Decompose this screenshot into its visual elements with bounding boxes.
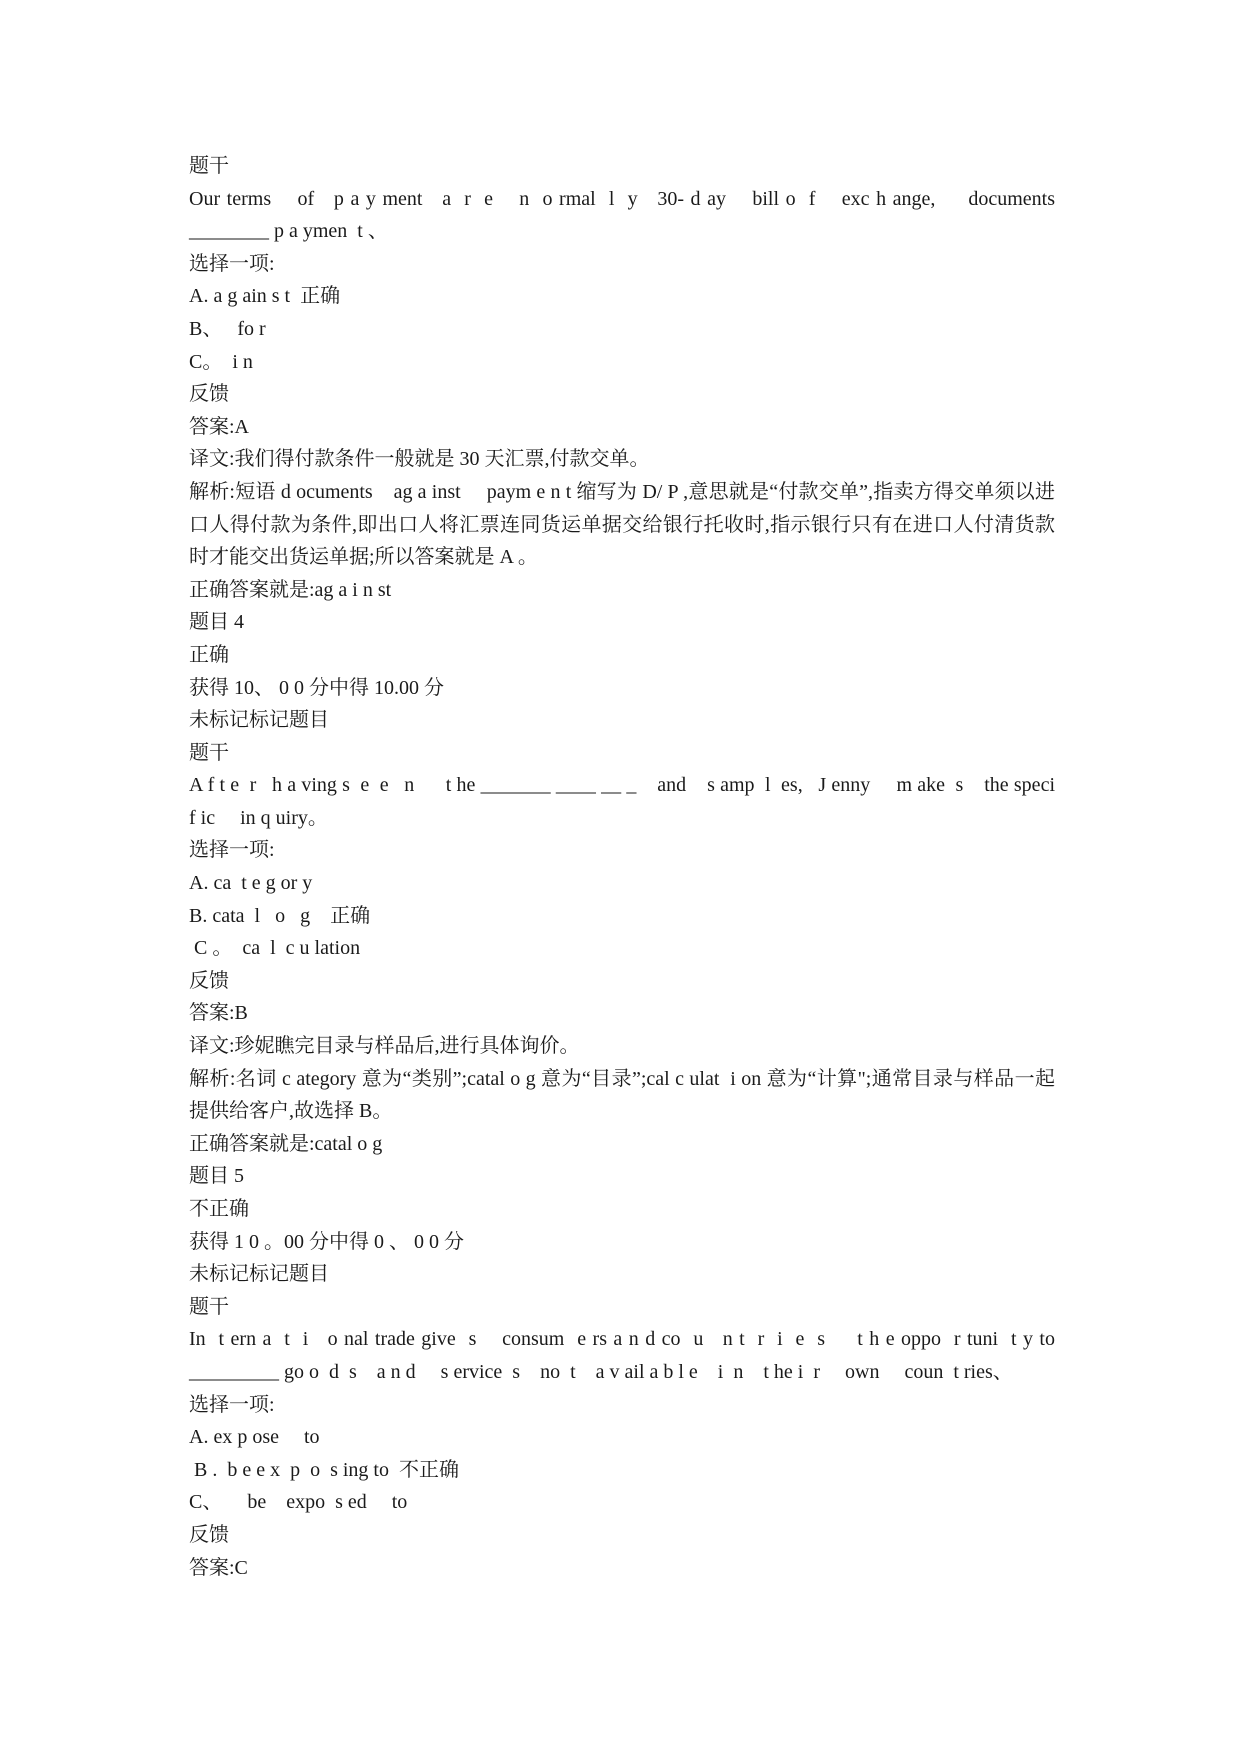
q4-answer: 答案:B — [189, 1002, 248, 1025]
q5-stem-label: 题干 — [189, 1295, 229, 1318]
q4-stem-label: 题干 — [189, 741, 229, 764]
q5-option-c: C、 be expo s ed to — [189, 1491, 408, 1514]
q5-title: 题目 5 — [189, 1165, 244, 1188]
q5-status: 不正确 — [189, 1198, 249, 1220]
q5-stem: In t ern a t i o nal trade give s consum e rs a n d co u n t r i e s t h e oppo r tuni t y to _________ go o d s a n d s ervice s no t a v ail a b l e i n t he i r own coun t ries、 — [189, 1328, 1060, 1383]
q4-correct-answer: 正确答案就是:catal o g — [189, 1132, 383, 1155]
q3-stem-label: 题干 — [189, 155, 229, 177]
q3-option-b: B、 fo r — [189, 317, 266, 340]
q5-score: 获得 1 0 。00 分中得 0 、 0 0 分 — [189, 1230, 464, 1253]
q3-option-a: A. a g ain s t 正确 — [189, 285, 341, 308]
q4-feedback-label: 反馈 — [189, 969, 229, 992]
q3-choose-label: 选择一项: — [189, 252, 275, 275]
q3-correct-answer: 正确答案就是:ag a i n st — [189, 578, 392, 601]
q5-answer: 答案:C — [189, 1556, 248, 1579]
document-page — [189, 150, 1065, 1584]
q5-flag: 未标记标记题目 — [189, 1263, 329, 1286]
q3-answer: 答案:A — [189, 415, 249, 438]
q3-analysis: 解析:短语 d ocuments ag a inst paym e n t 缩写为 D/ P ,意思就是“付款交单”,指卖方得交单须以进口人得付款为条件,即出口人将汇票连同货运单据交给银行托收时,指示银行只有在进口人付清货款时才能交出货运单据;所以答案就是 A 。 — [189, 480, 1055, 569]
q5-choose-label: 选择一项: — [189, 1393, 275, 1416]
q5-option-b: B . b e e x p o s ing to 不正确 — [189, 1458, 459, 1481]
q4-option-c: C 。 ca l c u lation — [189, 937, 361, 960]
q4-stem: A f t e r h a ving s e e n t he _______ ____ __ _ and s amp l es, J enny m ake s the speci f ic in q uiry。 — [189, 774, 1065, 829]
q5-feedback-label: 反馈 — [189, 1523, 229, 1546]
q4-translation: 译文:珍妮瞧完目录与样品后,进行具体询价。 — [189, 1035, 580, 1058]
q3-stem: Our terms of p a y ment a r e n o rmal l y 30- d ay bill o f exc h ange, documents ________ p a ymen t 、 — [189, 187, 1065, 243]
q4-flag: 未标记标记题目 — [189, 709, 329, 732]
q4-title: 题目 4 — [189, 611, 244, 634]
q5-option-a: A. ex p ose to — [189, 1426, 320, 1449]
q4-status: 正确 — [189, 643, 229, 666]
q4-score: 获得 10、 0 0 分中得 10.00 分 — [189, 676, 444, 699]
q4-choose-label: 选择一项: — [189, 839, 275, 862]
q3-option-c: C。 i n — [189, 350, 253, 373]
q4-option-a: A. ca t e g or y — [189, 872, 313, 895]
q3-feedback-label: 反馈 — [189, 383, 229, 406]
q4-analysis: 解析:名词 c ategory 意为“类别”;catal o g 意为“目录”;cal c ulat i on 意为“计算";通常目录与样品一起提供给客户,故选择 B。 — [189, 1067, 1055, 1123]
q3-translation: 译文:我们得付款条件一般就是 30 天汇票,付款交单。 — [189, 448, 650, 471]
q4-option-b: B. cata l o g 正确 — [189, 904, 371, 927]
